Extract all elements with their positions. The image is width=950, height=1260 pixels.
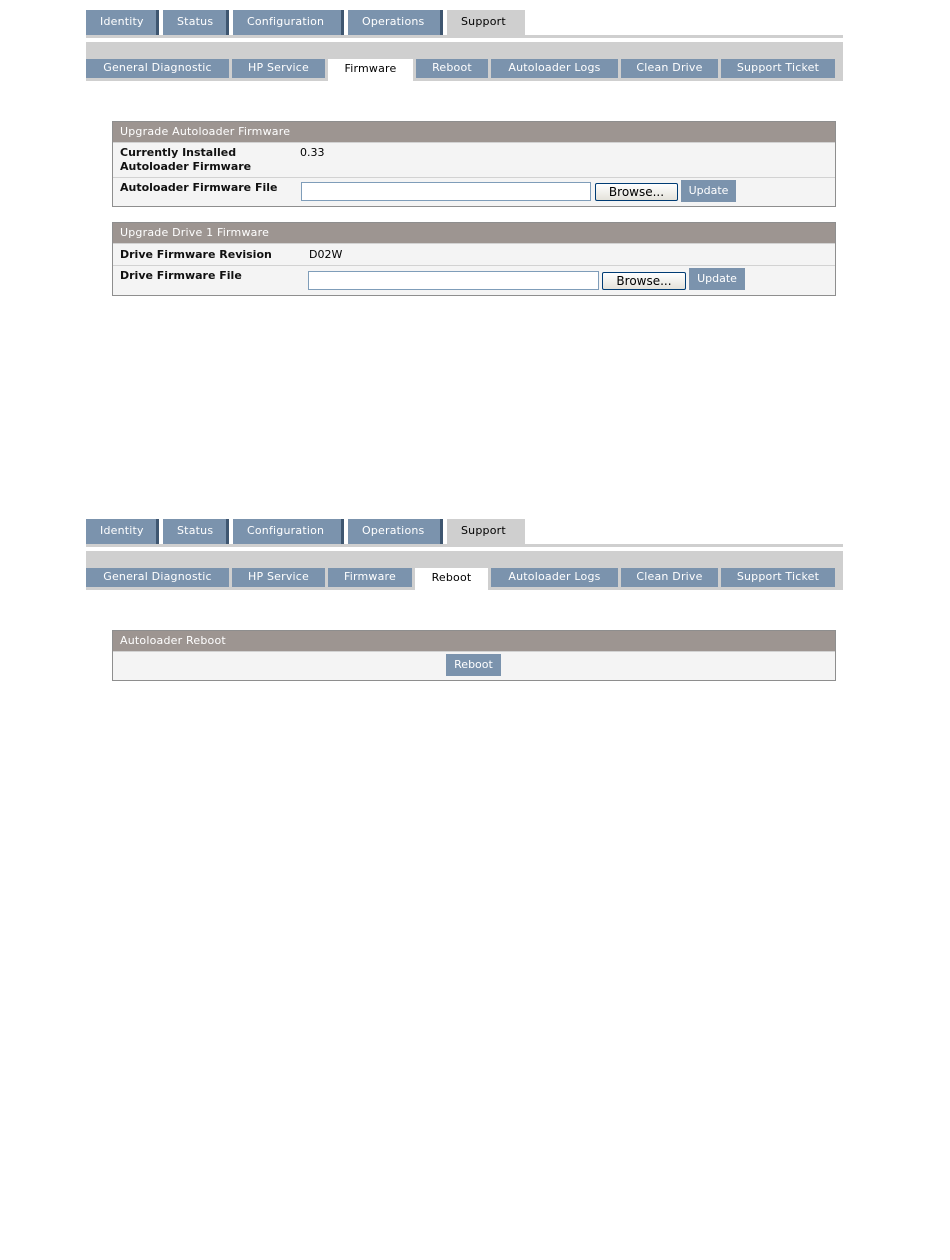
tab-support[interactable]: Support [447, 519, 525, 544]
subtab-autoloader-logs[interactable]: Autoloader Logs [491, 59, 618, 78]
tab-separator [86, 35, 843, 38]
subtab-support-ticket[interactable]: Support Ticket [721, 568, 835, 587]
tab-configuration[interactable]: Configuration [233, 10, 344, 35]
tab-support[interactable]: Support [447, 10, 525, 35]
drive-update-button[interactable]: Update [689, 268, 745, 290]
subtab-firmware[interactable]: Firmware [328, 59, 413, 81]
subtab-general-diagnostic[interactable]: General Diagnostic [86, 568, 229, 587]
drive-revision-label: Drive Firmware Revision [120, 248, 272, 261]
tab-status[interactable]: Status [163, 10, 229, 35]
subtab-firmware[interactable]: Firmware [328, 568, 412, 587]
subtab-hp-service[interactable]: HP Service [232, 59, 325, 78]
tab-identity[interactable]: Identity [86, 519, 159, 544]
installed-label-line2: Autoloader Firmware [120, 160, 252, 173]
tab-separator [86, 544, 843, 547]
installed-label-line1: Currently Installed [120, 146, 237, 159]
autoloader-file-input[interactable] [301, 182, 591, 201]
subtab-clean-drive[interactable]: Clean Drive [621, 568, 718, 587]
drive-file-input[interactable] [308, 271, 599, 290]
subtab-autoloader-logs[interactable]: Autoloader Logs [491, 568, 618, 587]
tab-identity[interactable]: Identity [86, 10, 159, 35]
autoloader-reboot-panel [112, 630, 836, 681]
drive-browse-button[interactable]: Browse... [602, 272, 686, 290]
reboot-button[interactable]: Reboot [446, 654, 501, 676]
tab-operations[interactable]: Operations [348, 10, 443, 35]
top-tab-bar [86, 519, 525, 544]
installed-firmware-row [113, 142, 835, 177]
drive-revision-value: D02W [309, 248, 343, 261]
installed-firmware-value: 0.33 [300, 146, 325, 159]
subtab-clean-drive[interactable]: Clean Drive [621, 59, 718, 78]
subtab-bar [86, 59, 838, 81]
top-tab-bar [86, 10, 525, 35]
subtab-bar [86, 568, 838, 590]
drive-firmware-panel [112, 222, 836, 296]
installed-firmware-label [120, 146, 251, 174]
panel-title: Upgrade Drive 1 Firmware [113, 223, 835, 243]
autoloader-file-row [113, 177, 835, 208]
autoloader-file-label: Autoloader Firmware File [120, 181, 278, 194]
subtab-reboot[interactable]: Reboot [416, 59, 488, 78]
subtab-reboot[interactable]: Reboot [415, 568, 488, 590]
tab-status[interactable]: Status [163, 519, 229, 544]
tab-configuration[interactable]: Configuration [233, 519, 344, 544]
drive-file-label: Drive Firmware File [120, 269, 242, 282]
drive-file-row [113, 265, 835, 297]
tab-operations[interactable]: Operations [348, 519, 443, 544]
autoloader-update-button[interactable]: Update [681, 180, 736, 202]
drive-revision-row [113, 243, 835, 265]
autoloader-browse-button[interactable]: Browse... [595, 183, 678, 201]
subtab-general-diagnostic[interactable]: General Diagnostic [86, 59, 229, 78]
panel-title: Autoloader Reboot [113, 631, 835, 651]
panel-title: Upgrade Autoloader Firmware [113, 122, 835, 142]
subtab-hp-service[interactable]: HP Service [232, 568, 325, 587]
autoloader-firmware-panel [112, 121, 836, 207]
subtab-support-ticket[interactable]: Support Ticket [721, 59, 835, 78]
reboot-row [113, 651, 835, 681]
